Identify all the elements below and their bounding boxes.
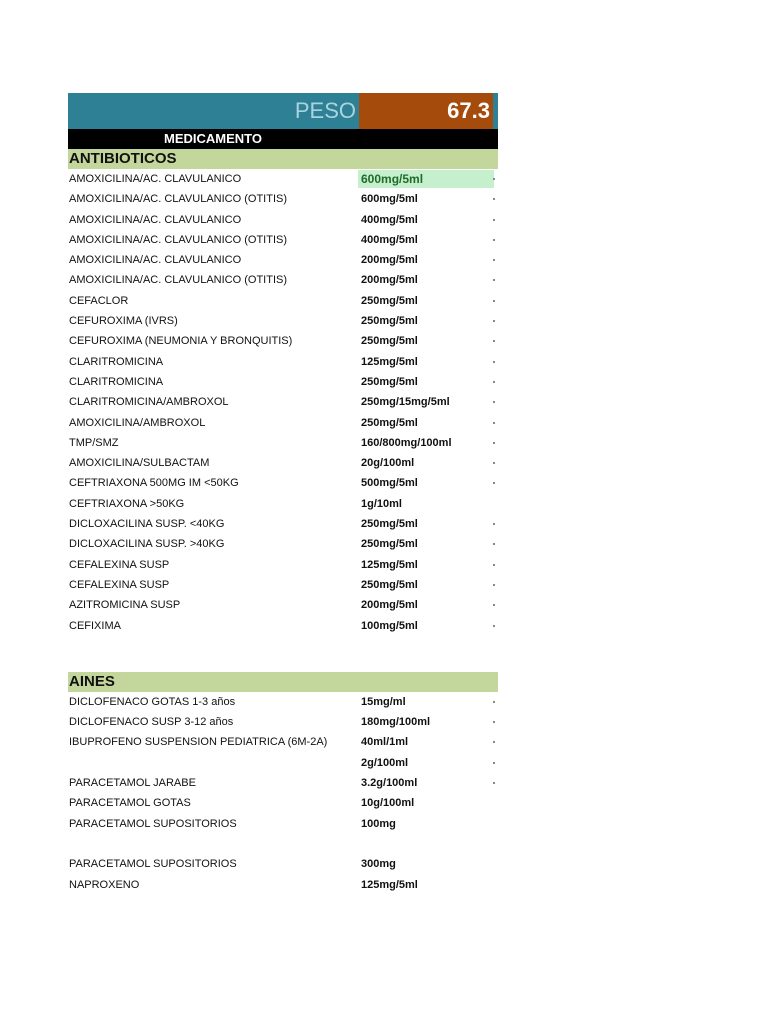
medication-name: IBUPROFENO SUSPENSION PEDIATRICA (6M-2A): [69, 736, 328, 749]
medication-name: AMOXICILINA/AMBROXOL: [69, 416, 206, 429]
cell-overflow-mark: [493, 300, 495, 302]
empty-row: [68, 834, 498, 854]
medication-name: PARACETAMOL GOTAS: [69, 797, 191, 810]
medication-name: CEFUROXIMA (NEUMONIA Y BRONQUITIS): [69, 335, 293, 348]
cell-overflow-mark: [493, 462, 495, 464]
concentration-cell[interactable]: 250mg/5ml: [361, 518, 418, 531]
table-row[interactable]: [68, 413, 498, 433]
table-row[interactable]: [68, 473, 498, 493]
medication-name: CEFALEXINA SUSP: [69, 578, 170, 591]
medication-name: DICLOFENACO SUSP 3-12 años: [69, 716, 234, 729]
concentration-cell[interactable]: 250mg/5ml: [361, 538, 418, 551]
concentration-cell[interactable]: 500mg/5ml: [361, 477, 418, 490]
table-row[interactable]: [68, 433, 498, 453]
medication-name: AMOXICILINA/AC. CLAVULANICO: [69, 173, 242, 185]
peso-edge: [493, 93, 498, 129]
medication-name: CLARITROMICINA: [69, 355, 164, 368]
concentration-cell[interactable]: 125mg/5ml: [361, 878, 418, 891]
table-row[interactable]: [68, 875, 498, 895]
medication-name: PARACETAMOL SUPOSITORIOS: [69, 817, 237, 830]
spreadsheet: [68, 93, 498, 895]
cell-overflow-mark: [493, 320, 495, 322]
medication-name: CLARITROMICINA: [69, 375, 164, 388]
medication-name: DICLOXACILINA SUSP. >40KG: [69, 538, 225, 551]
cell-overflow-mark: [493, 381, 495, 383]
medication-name: CEFIXIMA: [69, 619, 121, 632]
concentration-cell[interactable]: 2g/100ml: [361, 756, 409, 769]
table-row[interactable]: [68, 854, 498, 874]
concentration-cell[interactable]: 100mg: [361, 817, 396, 830]
concentration-cell[interactable]: 200mg/5ml: [361, 254, 418, 267]
table-row[interactable]: [68, 793, 498, 813]
section-header: AINES: [68, 672, 498, 692]
cell-overflow-mark: [493, 523, 495, 525]
cell-overflow-mark: [493, 422, 495, 424]
medication-name: AMOXICILINA/AC. CLAVULANICO (OTITIS): [69, 193, 287, 206]
concentration-cell[interactable]: 250mg/5ml: [361, 375, 418, 388]
medication-name: AMOXICILINA/AC. CLAVULANICO (OTITIS): [69, 274, 287, 287]
medication-name: DICLOXACILINA SUSP. <40KG: [69, 518, 225, 531]
concentration-cell[interactable]: 200mg/5ml: [361, 274, 418, 287]
table-row[interactable]: [68, 189, 498, 209]
concentration-cell[interactable]: 250mg/15mg/5ml: [361, 396, 450, 409]
cell-overflow-mark: [493, 340, 495, 342]
concentration-cell[interactable]: 160/800mg/100ml: [361, 436, 452, 449]
cell-overflow-mark: [493, 604, 495, 606]
concentration-cell[interactable]: 125mg/5ml: [361, 558, 418, 571]
concentration-cell[interactable]: 250mg/5ml: [361, 335, 418, 348]
medication-name: PARACETAMOL SUPOSITORIOS: [69, 858, 237, 871]
table-row[interactable]: [68, 712, 498, 732]
table-row[interactable]: [68, 210, 498, 230]
concentration-cell[interactable]: 300mg: [361, 858, 396, 871]
concentration-cell[interactable]: 40ml/1ml: [361, 736, 409, 749]
medication-name: AMOXICILINA/AC. CLAVULANICO: [69, 254, 242, 267]
cell-overflow-mark: [493, 721, 495, 723]
concentration-cell[interactable]: 125mg/5ml: [361, 355, 418, 368]
concentration-cell[interactable]: 250mg/5ml: [361, 294, 418, 307]
cell-overflow-mark: [493, 279, 495, 281]
medication-name: PARACETAMOL JARABE: [69, 777, 196, 790]
table-row[interactable]: [68, 453, 498, 473]
cell-overflow-mark: [493, 239, 495, 241]
medication-name: AMOXICILINA/AC. CLAVULANICO: [69, 213, 242, 226]
section-spacer: [68, 636, 498, 672]
concentration-cell[interactable]: 10g/100ml: [361, 797, 415, 810]
table-row[interactable]: [68, 616, 498, 636]
cell-overflow-mark: [493, 482, 495, 484]
cell-overflow-mark: [493, 401, 495, 403]
medication-name: CEFALEXINA SUSP: [69, 558, 170, 571]
cell-overflow-mark: [493, 219, 495, 221]
medication-name: CEFUROXIMA (IVRS): [69, 315, 178, 328]
table-row[interactable]: [68, 250, 498, 270]
table-row[interactable]: [68, 732, 498, 752]
cell-overflow-mark: [493, 442, 495, 444]
table-row[interactable]: [68, 331, 498, 351]
cell-overflow-mark: [493, 782, 495, 784]
cell-overflow-mark: [493, 198, 495, 200]
column-header-bar: [68, 129, 498, 149]
cell-overflow-mark: [493, 361, 495, 363]
table-row[interactable]: [68, 814, 498, 834]
medication-name: CEFACLOR: [69, 294, 129, 307]
table-row[interactable]: [68, 773, 498, 793]
medication-name: CEFTRIAXONA 500MG IM <50KG: [69, 477, 239, 490]
cell-overflow-mark: [493, 584, 495, 586]
medication-name: CLARITROMICINA/AMBROXOL: [69, 396, 229, 409]
peso-label: PESO: [68, 93, 359, 129]
concentration-cell[interactable]: 3.2g/100ml: [361, 777, 418, 790]
concentration-cell[interactable]: 20g/100ml: [361, 457, 415, 470]
cell-overflow-mark: [493, 543, 495, 545]
peso-bar: [68, 93, 498, 129]
cell-overflow-mark: [493, 625, 495, 627]
table-row[interactable]: [68, 270, 498, 290]
concentration-cell[interactable]: 15mg/ml: [361, 695, 406, 708]
table-row[interactable]: [68, 230, 498, 250]
concentration-cell[interactable]: 600mg/5ml: [358, 170, 494, 188]
table-row[interactable]: [68, 692, 498, 712]
concentration-cell[interactable]: 250mg/5ml: [361, 578, 418, 591]
concentration-cell[interactable]: 1g/10ml: [361, 497, 402, 510]
concentration-cell[interactable]: 200mg/5ml: [361, 599, 418, 612]
section-header: ANTIBIOTICOS: [68, 149, 498, 169]
cell-overflow-mark: [493, 259, 495, 261]
concentration-cell[interactable]: 180mg/100ml: [361, 716, 431, 729]
medication-name: AZITROMICINA SUSP: [69, 599, 181, 612]
peso-value[interactable]: 67.3: [359, 93, 493, 129]
sections-container: [68, 149, 498, 895]
concentration-cell[interactable]: 400mg/5ml: [361, 233, 418, 246]
cell-overflow-mark: [493, 564, 495, 566]
table-row[interactable]: [68, 534, 498, 554]
concentration-cell[interactable]: 400mg/5ml: [361, 213, 418, 226]
table-row[interactable]: [68, 352, 498, 372]
cell-overflow-mark: [493, 741, 495, 743]
table-row[interactable]: [68, 311, 498, 331]
table-row[interactable]: [68, 575, 498, 595]
concentration-cell[interactable]: 250mg/5ml: [361, 416, 418, 429]
cell-overflow-mark: [493, 762, 495, 764]
medication-name: AMOXICILINA/AC. CLAVULANICO (OTITIS): [69, 233, 287, 246]
table-row[interactable]: [68, 494, 498, 514]
column-header-medicamento: MEDICAMENTO: [164, 131, 262, 146]
table-row[interactable]: [68, 595, 498, 615]
table-row[interactable]: [68, 514, 498, 534]
concentration-cell[interactable]: 100mg/5ml: [361, 619, 418, 632]
table-row[interactable]: [68, 169, 498, 189]
medication-name: NAPROXENO: [69, 878, 140, 891]
medication-name: AMOXICILINA/SULBACTAM: [69, 457, 210, 470]
medication-name: TMP/SMZ: [69, 436, 119, 449]
concentration-cell[interactable]: 250mg/5ml: [361, 315, 418, 328]
cell-overflow-mark: [493, 178, 495, 180]
medication-name: CEFTRIAXONA >50KG: [69, 497, 185, 510]
table-row[interactable]: [68, 392, 498, 412]
table-row[interactable]: [68, 291, 498, 311]
table-row[interactable]: [68, 555, 498, 575]
table-row[interactable]: [68, 753, 498, 773]
cell-overflow-mark: [493, 701, 495, 703]
medication-name: DICLOFENACO GOTAS 1-3 años: [69, 695, 236, 708]
table-row[interactable]: [68, 372, 498, 392]
concentration-cell[interactable]: 600mg/5ml: [361, 193, 418, 206]
